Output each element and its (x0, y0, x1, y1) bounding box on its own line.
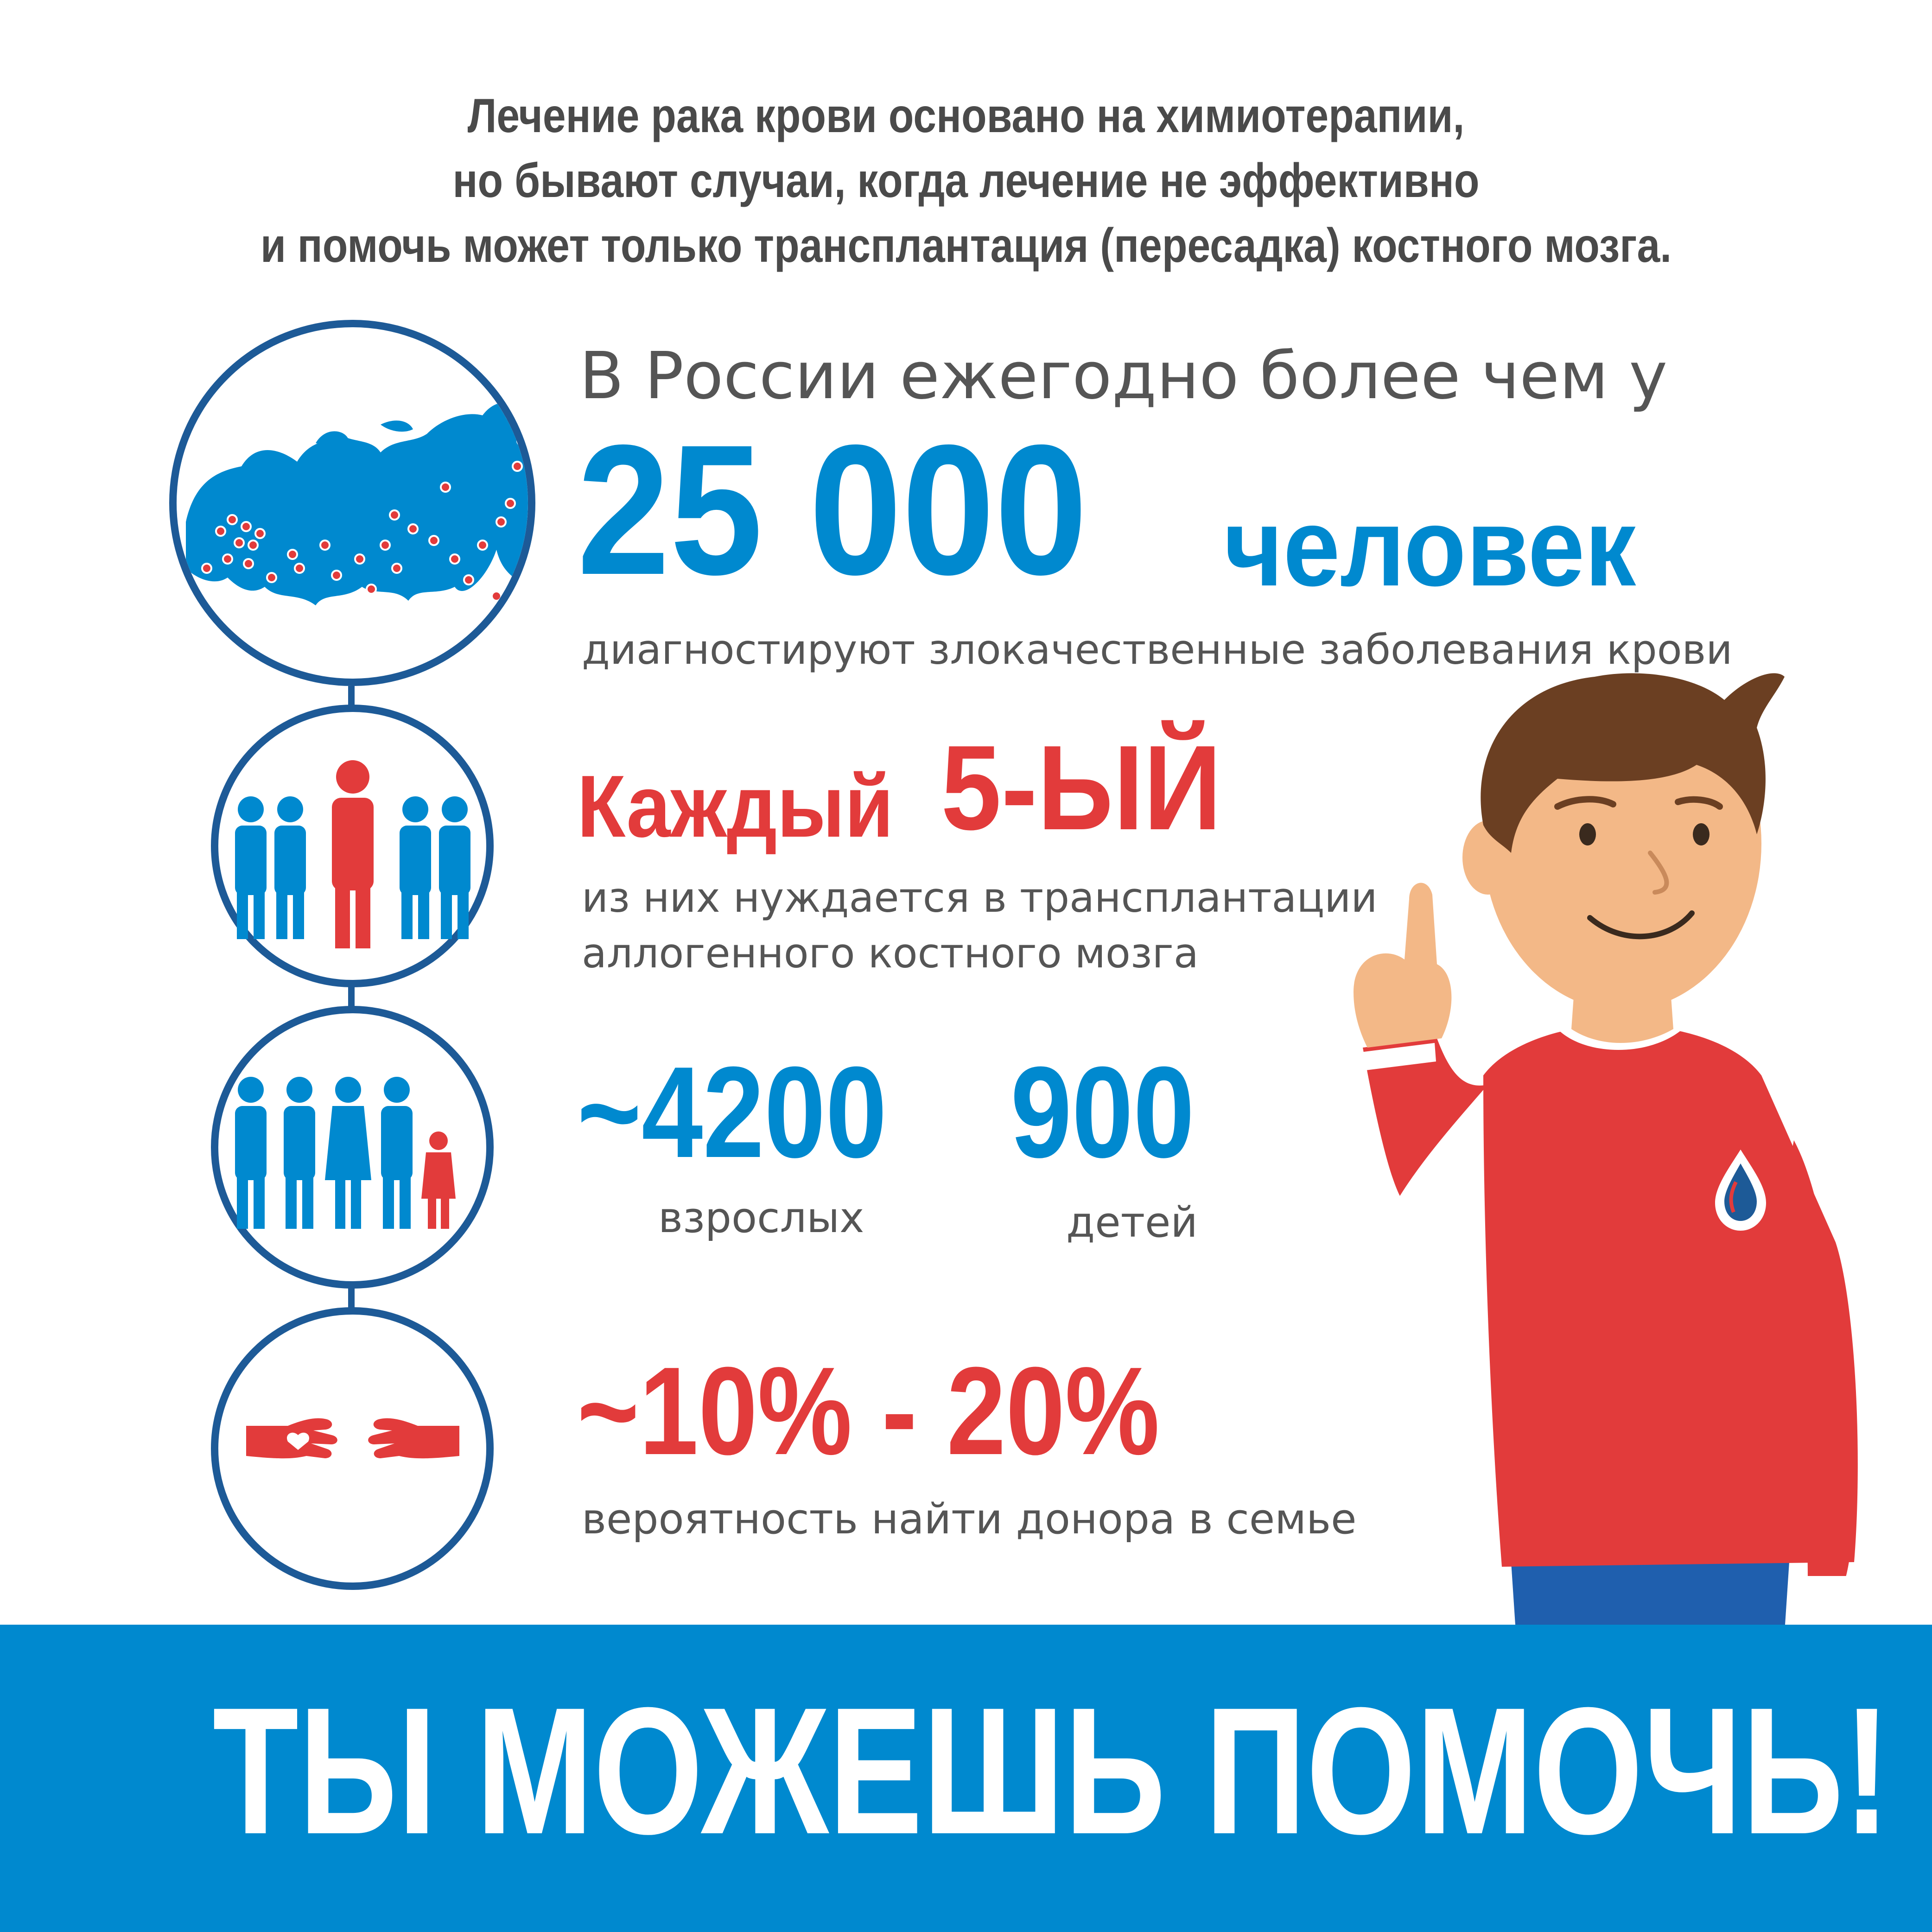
stat2-ordinal: 5-ЫЙ (941, 721, 1222, 855)
intro-line-1: Лечение рака крови основано на химиотерапии, (467, 89, 1465, 143)
stat1-lead: В России ежегодно более чем у (579, 338, 1668, 414)
donor-circle (211, 1307, 494, 1590)
family-circle (211, 1006, 494, 1289)
adults-value: ~4200 (577, 1040, 887, 1185)
adults-label: взрослых (658, 1194, 864, 1242)
call-to-action-text: ТЫ МОЖЕШЬ ПОМОЧЬ! (212, 1670, 1891, 1872)
stat1-unit: человек (1224, 485, 1636, 609)
crowd-one-in-five-icon (218, 712, 487, 981)
children-value: 900 (1010, 1040, 1195, 1185)
stat2-caption-1: из них нуждается в трансплантации (582, 874, 1378, 922)
stat1-number: 25 000 (577, 406, 1088, 613)
stat2-caption-2: аллогенного костного мозга (582, 929, 1199, 977)
donor-probability-caption: вероятность найти донора в семье (582, 1495, 1357, 1544)
hands-heart-icon (218, 1315, 487, 1583)
adults-and-child-icon (218, 1013, 487, 1282)
pointing-man-illustration (1316, 658, 1919, 1632)
intro-line-2: но бывают случаи, когда лечение не эффективно (452, 154, 1480, 208)
intro-line-3: и помочь может только трансплантация (пересадка) костного мозга. (260, 219, 1672, 273)
russia-map-icon (177, 327, 529, 680)
donor-probability-value: ~10% - 20% (577, 1341, 1160, 1481)
children-label: детей (1066, 1198, 1198, 1247)
map-circle (169, 320, 535, 686)
stat2-word: Каждый (577, 757, 894, 856)
intro-text (135, 83, 1797, 278)
crowd-circle (211, 705, 494, 987)
stat1-caption: диагностируют злокачественные заболевания крови (582, 626, 1733, 674)
